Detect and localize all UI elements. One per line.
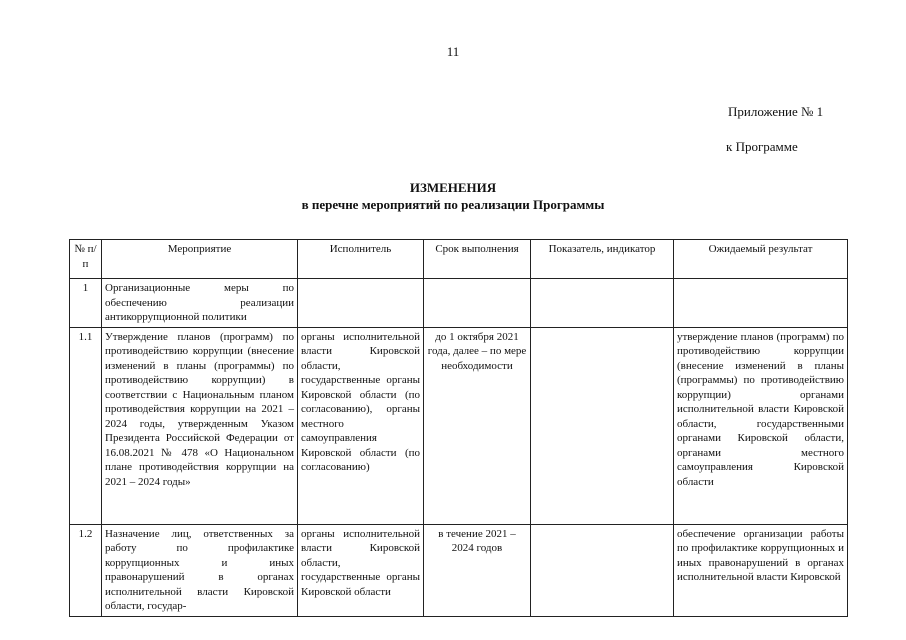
appendix-program: к Программе xyxy=(726,139,798,154)
cell-result: утверждение планов (программ) по противодействию коррупции (внесение изменений в планы (программы) по противодействию коррупции) органами исполнительной власти Кировской области, государственными органами Кировской области, органами местного самоуправления Кировской области xyxy=(674,327,848,524)
cell-executor xyxy=(298,279,424,328)
cell-num: 1.1 xyxy=(70,327,102,524)
page-number: 11 xyxy=(446,44,460,59)
cell-deadline xyxy=(424,279,531,328)
events-table xyxy=(69,239,848,617)
document-title xyxy=(0,179,906,213)
header-event: Мероприятие xyxy=(102,240,298,279)
appendix-label: Приложение № 1 xyxy=(728,104,824,119)
table-row xyxy=(70,279,848,328)
cell-executor: органы исполнительной власти Кировской области, государственные органы Кировской области xyxy=(298,524,424,616)
table-row xyxy=(70,327,848,524)
cell-executor: органы исполнительной власти Кировской области, государственные органы Кировской области (по согласованию), органы местного самоуправления Кировской области (по согласованию) xyxy=(298,327,424,524)
cell-event: Организационные меры по обеспечению реализации антикоррупционной политики xyxy=(102,279,298,328)
table-header-row xyxy=(70,240,848,279)
cell-event: Утверждение планов (программ) по противодействию коррупции (внесение изменений в планы (программы) по противодействию коррупции) в соответствии с Национальным планом противодействия коррупции на 2021 – 2024 годы, утвержденным Указом Президента Российской Федерации от 16.08.2021 № 478 «О Национальном плане противодействия коррупции на 2021 – 2024 годы» xyxy=(102,327,298,524)
cell-indicator xyxy=(531,524,674,616)
title-heading: ИЗМЕНЕНИЯ xyxy=(409,180,497,195)
cell-indicator xyxy=(531,279,674,328)
cell-indicator xyxy=(531,327,674,524)
title-subheading: в перечне мероприятий по реализации Программы xyxy=(301,197,605,212)
cell-result xyxy=(674,279,848,328)
cell-deadline: до 1 октября 2021 года, далее – по мере необходимости xyxy=(424,327,531,524)
table-row xyxy=(70,524,848,616)
cell-event: Назначение лиц, ответственных за работу по профилактике коррупционных и иных правонарушений в органах исполнительной власти Кировской области, государ- xyxy=(102,524,298,616)
header-num: № п/п xyxy=(70,240,102,279)
header-deadline: Срок выполнения xyxy=(424,240,531,279)
header-executor: Исполнитель xyxy=(298,240,424,279)
cell-num: 1.2 xyxy=(70,524,102,616)
cell-result: обеспечение организации работы по профилактике коррупционных и иных правонарушений в органах исполнительной власти Кировской xyxy=(674,524,848,616)
cell-deadline: в течение 2021 – 2024 годов xyxy=(424,524,531,616)
header-result: Ожидаемый результат xyxy=(674,240,848,279)
header-indicator: Показатель, индикатор xyxy=(531,240,674,279)
cell-num: 1 xyxy=(70,279,102,328)
